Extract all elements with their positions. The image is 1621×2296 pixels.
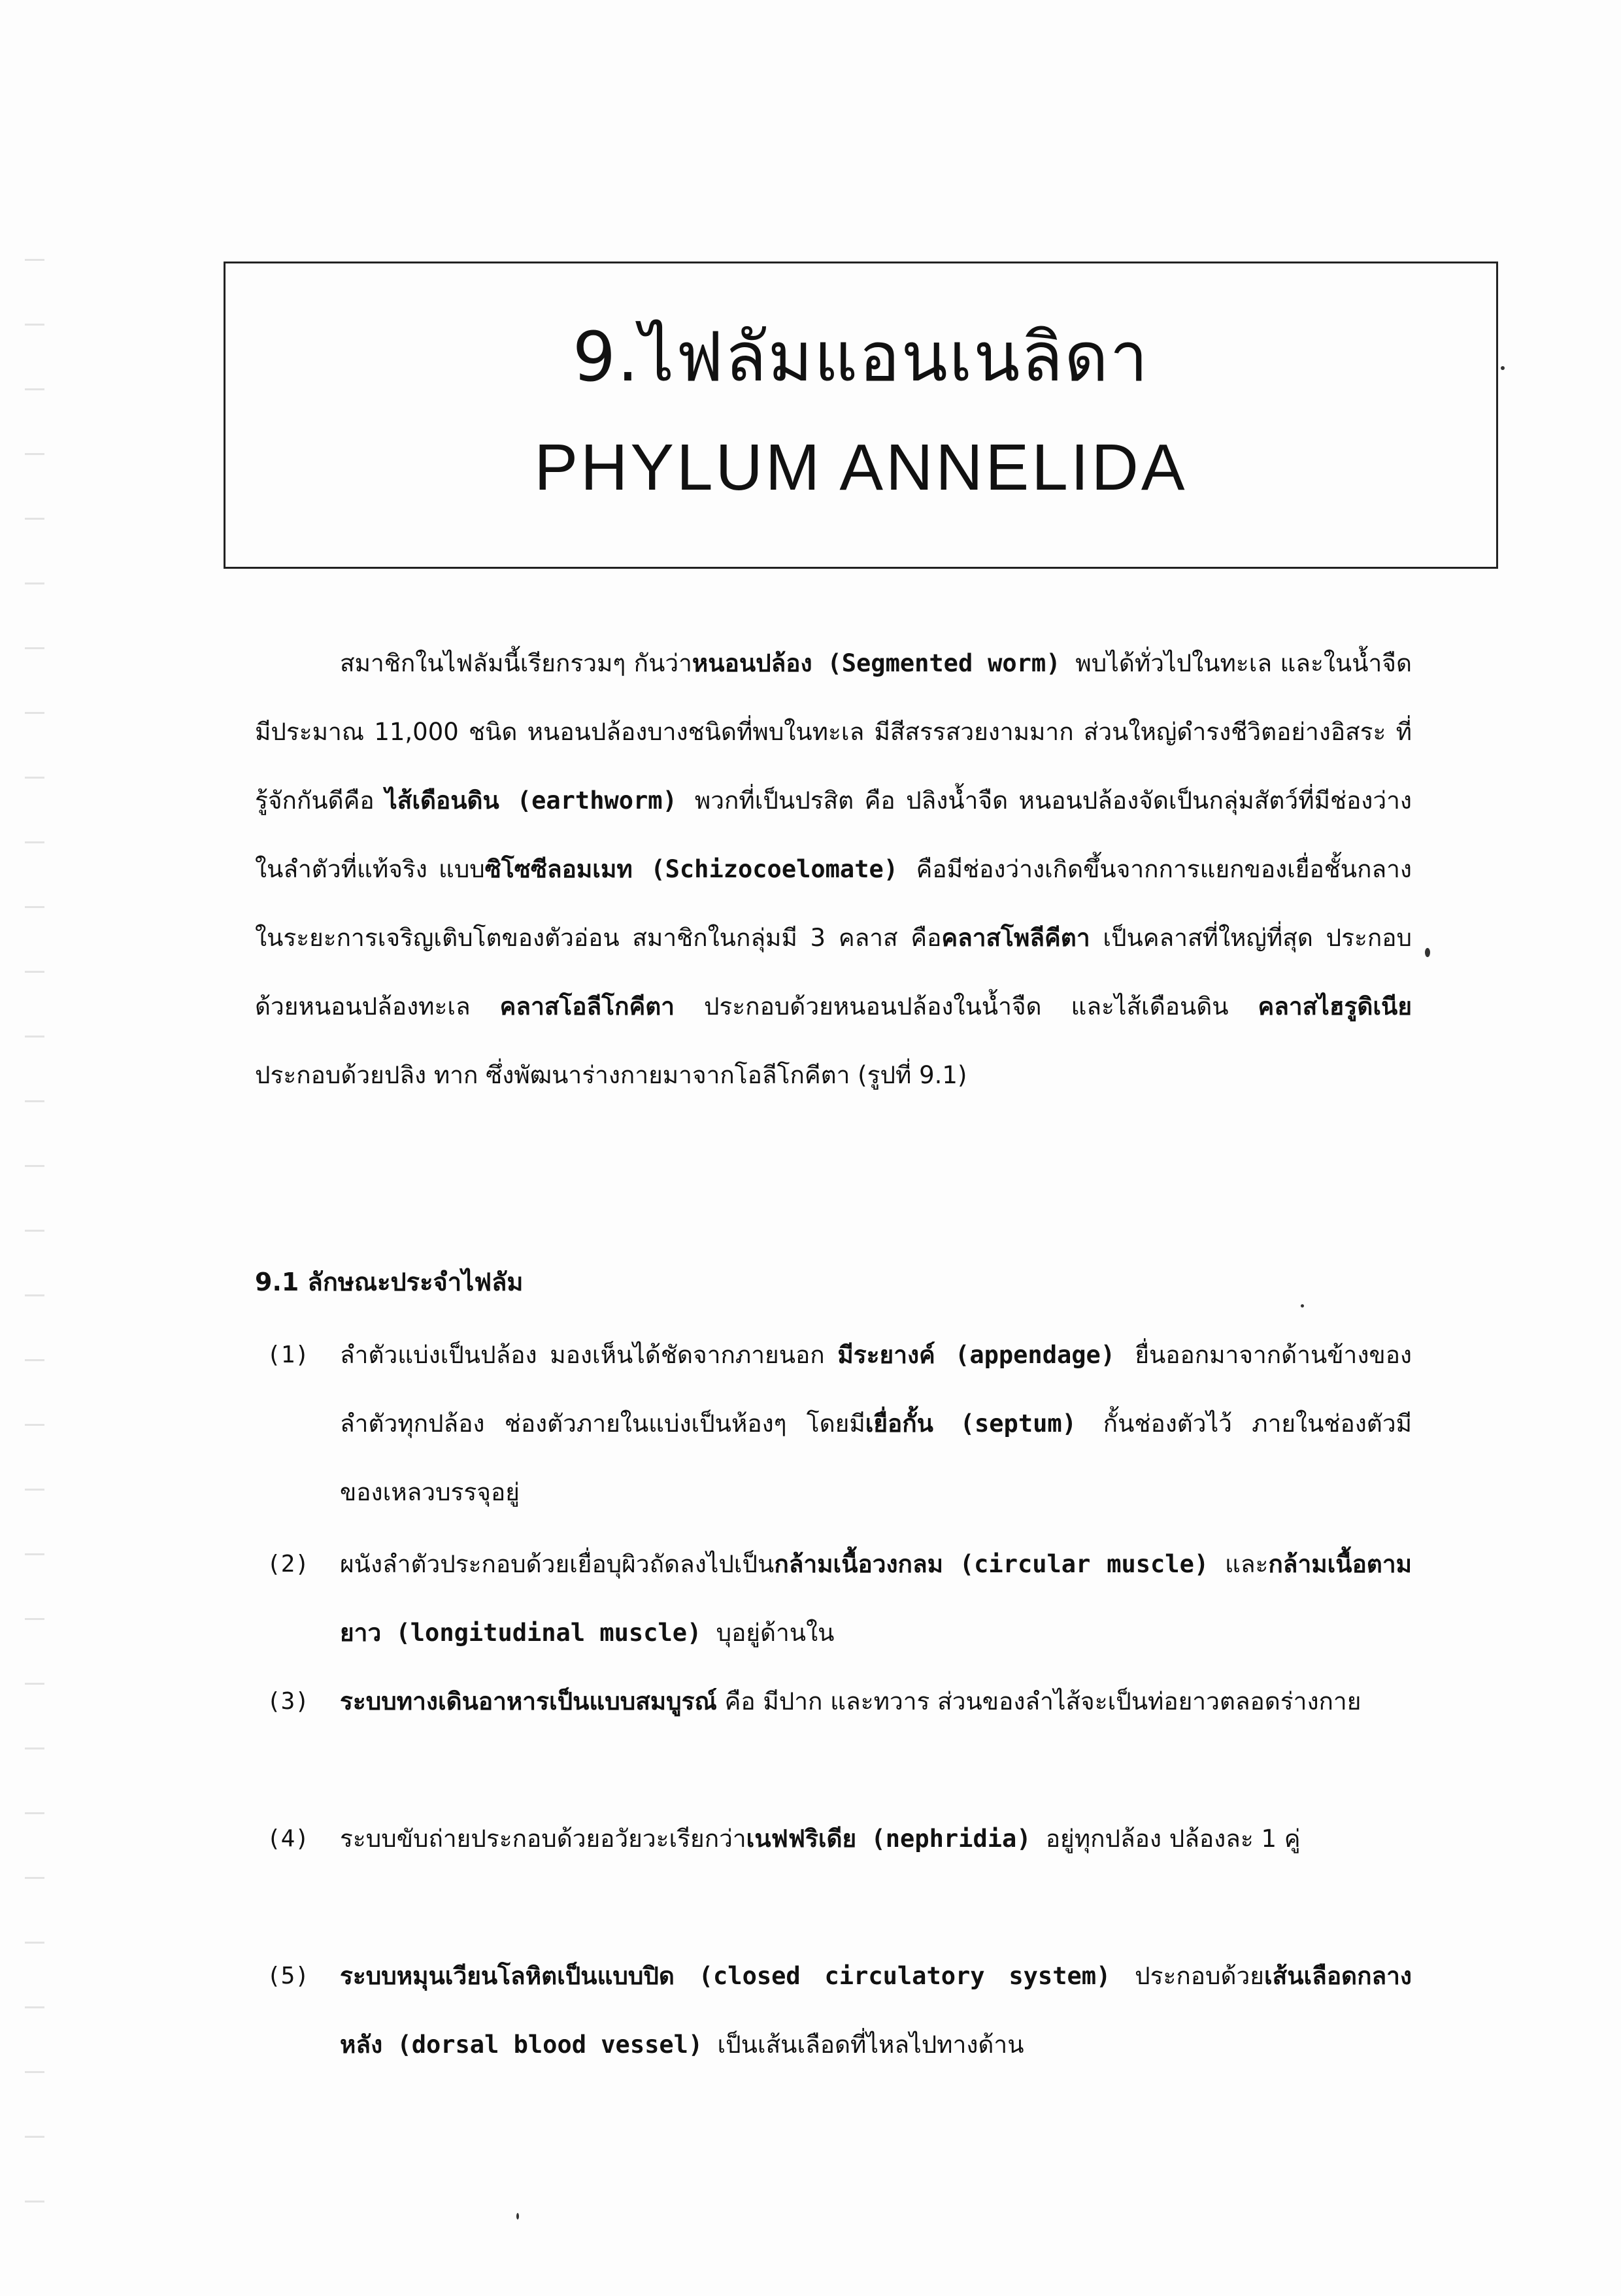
intro-text: พบได้ทั่วไปในทะเล และในน้ำจืด มีประมาณ 11,000 ชนิด หนอนปล้องบางชนิดที่พบในทะเล มีสีสรรสวยงามมาก ส่วนใหญ่ดำรงชีวิตอย่างอิสระ ที่รู้จักกันดีคือ [255,649,1412,815]
item-term: กล้ามเนื้อวงกลม [774,1550,944,1578]
intro-text: พวกที่เป็นปรสิต คือ ปลิงน้ำจืด หนอนปล้องจัดเป็นกลุ่มสัตว์ที่มีช่องว่างในลำตัวที่แท้จริง แบบ [255,786,1412,883]
term-schizocoelomate-thai: ซิโซซีลอมเมท [484,855,633,883]
item-term: ระบบทางเดินอาหารเป็นแบบสมบูรณ์ [340,1687,717,1715]
scan-speck [1501,366,1505,370]
item-text: ลำตัวแบ่งเป็นปล้อง มองเห็นได้ชัดจากภายนอก [340,1341,838,1369]
item-term: เส้นเลือดกลางหลัง [340,1962,1412,2059]
item-term-en: (appendage) [935,1341,1135,1369]
item-term: มีระยางค์ [837,1341,935,1369]
intro-text: สมาชิกในไฟลัมนี้เรียกรวมๆ กันว่า [340,649,692,677]
section-heading: 9.1 ลักษณะประจำไฟลัม [255,1268,524,1296]
term-hirudinea: คลาสไฮรูดิเนีย [1258,992,1412,1021]
item-text: ระบบขับถ่ายประกอบด้วยอวัยวะเรียกว่า [340,1825,746,1853]
item-text: เป็นเส้นเลือดที่ไหลไปทางด้าน [717,2031,1024,2059]
item-text: ยื่นออกมาจากด้านข้างของลำตัวทุกปล้อง ช่องตัวภายในแบ่งเป็นห้องๆ โดยมี [340,1341,1412,1438]
item-text: คือ มีปาก และทวาร ส่วนของลำไส้จะเป็นท่อยาวตลอดร่างกาย [716,1687,1362,1715]
intro-paragraph [255,629,1412,1109]
list-item [267,1804,1412,1873]
scan-edge-marks [25,196,44,2223]
item-text: อยู่ทุกปล้อง ปล้องละ 1 คู่ [1045,1825,1301,1853]
term-oligochaeta: คลาสโอลีโกคีตา [499,992,675,1021]
term-earthworm-thai: ไส้เดือนดิน [385,786,499,815]
item-term-en: (septum) [933,1410,1103,1438]
intro-text: ประกอบด้วยปลิง ทาก ซึ่งพัฒนาร่างกายมาจากโอลีโกคีตา (รูปที่ 9.1) [255,1061,967,1089]
item-text: บุอยู่ด้านใน [716,1619,835,1647]
item-text: และ [1224,1550,1269,1578]
intro-text: ประกอบด้วยหนอนปล้องในน้ำจืด และไส้เดือนดิน [675,992,1258,1021]
item-text: กั้นช่องตัวไว้ ภายในช่องตัวมีของเหลวบรรจุอยู่ [340,1410,1412,1506]
item-term: ระบบหมุนเวียนโลหิตเป็นแบบปิด [340,1962,675,1990]
list-number: (2) [267,1551,310,1578]
list-number: (5) [267,1963,310,1989]
title-thai: 9.ไฟลัมแอนเนลิดา [572,317,1150,397]
item-term: เยื่อกั้น [865,1410,933,1438]
list-item [267,1321,1412,1527]
item-term: เนฟฟริเดีย [746,1825,857,1853]
term-segmented-worm: (Segmented worm) [812,649,1076,677]
term-polychaeta: คลาสโพลีคีตา [941,924,1090,952]
item-term-en: (nephridia) [856,1825,1046,1853]
intro-text: คือมีช่องว่างเกิดขึ้นจากการแยกของเยื่อชั้นกลางในระยะการเจริญเติบโตของตัวอ่อน สมาชิกในกลุ่มมี 3 คลาส คือ [255,855,1412,952]
item-term-en: (closed circulatory system) [674,1962,1135,1990]
item-term: กล้ามเนื้อตามยาว [340,1550,1412,1647]
term-segmented-worm-thai: หนอนปล้อง [692,649,812,677]
list-number: (4) [267,1825,310,1852]
list-number: (3) [267,1688,310,1715]
scan-speck [1301,1304,1304,1308]
title-box [224,262,1498,569]
item-text: ผนังลำตัวประกอบด้วยเยื่อบุผิวถัดลงไปเป็น [340,1550,775,1578]
item-term-en: (dorsal blood vessel) [382,2031,718,2059]
list-number: (1) [267,1342,310,1368]
item-term-en: (circular muscle) [943,1550,1225,1578]
item-text: ประกอบด้วย [1135,1962,1264,1990]
term-earthworm: (earthworm) [499,786,695,815]
term-schizocoelomate: (Schizocoelomate) [632,855,916,883]
scan-speck [516,2213,519,2220]
item-term-en: (longitudinal muscle) [381,1619,716,1647]
intro-text: เป็นคลาสที่ใหญ่ที่สุด ประกอบด้วยหนอนปล้องทะเล [255,924,1412,1021]
title-english: PHYLUM ANNELIDA [534,431,1188,504]
list-item [267,1530,1412,1667]
scan-speck [1425,948,1430,957]
list-item [267,1942,1412,2079]
list-item [267,1667,1412,1736]
